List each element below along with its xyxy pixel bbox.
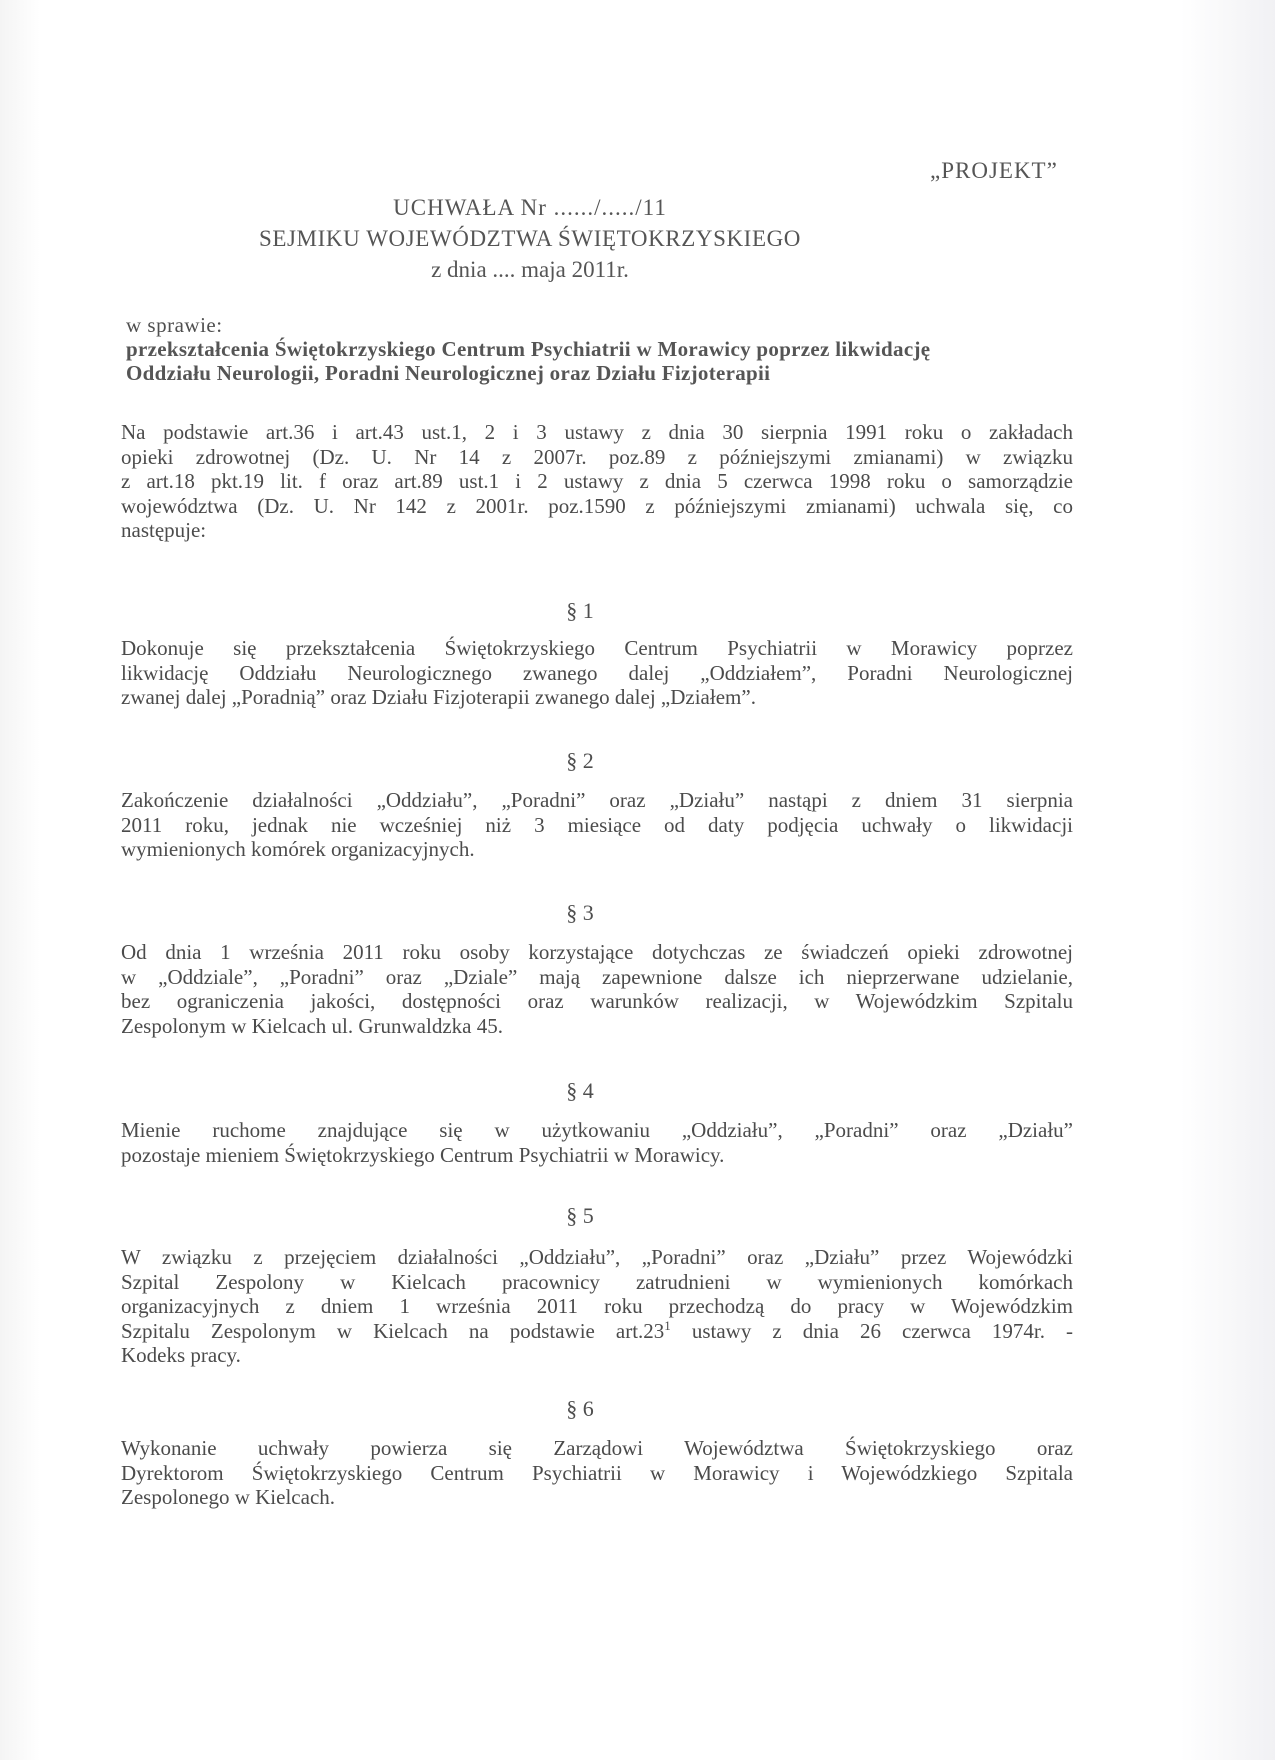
paragraph-line: W związku z przejęciem działalności „Oddziału”, „Poradni” oraz „Działu” przez Wojewódzki <box>121 1245 1073 1269</box>
paragraph-line: Zespolonego w Kielcach. <box>121 1485 336 1509</box>
resolution-date: z dnia .... maja 2011r. <box>431 257 629 282</box>
paragraph-line: następuje: <box>121 518 207 542</box>
paragraph-line: z art.18 pkt.19 lit. f oraz art.89 ust.1 i 2 ustawy z dnia 5 czerwca 1998 roku o samorządzie <box>121 469 1073 493</box>
paragraph-line: bez ograniczenia jakości, dostępności oraz warunków realizacji, w Wojewódzkim Szpitalu <box>121 989 1073 1013</box>
subject-label: w sprawie: <box>126 313 223 337</box>
paragraph-line: województwa (Dz. U. Nr 142 z 2001r. poz.1590 z późniejszymi zmianami) uchwala się, co <box>121 493 1073 518</box>
paragraph-line: Dokonuje się przekształcenia Świętokrzyskiego Centrum Psychiatrii w Morawicy poprzez <box>121 636 1073 660</box>
paragraph-text-segment: ustawy z dnia 26 czerwca 1974r. - <box>670 1318 1073 1343</box>
paragraph-line: Kodeks pracy. <box>121 1343 241 1367</box>
section-3-text <box>121 940 1073 1038</box>
paragraph-line: Szpital Zespolony w Kielcach pracownicy zatrudnieni w wymienionych komórkach <box>121 1269 1073 1294</box>
paragraph-line: opieki zdrowotnej (Dz. U. Nr 14 z 2007r. poz.89 z późniejszymi zmianami) w związku <box>121 444 1073 469</box>
paragraph-line: Zakończenie działalności „Oddziału”, „Poradni” oraz „Działu” nastąpi z dniem 31 sierpnia <box>121 788 1073 812</box>
section-6-text <box>121 1436 1073 1510</box>
paragraph-line: w „Oddziale”, „Poradni” oraz „Dziale” mają zapewnione dalsze ich nieprzerwane udzielanie, <box>121 964 1073 989</box>
paragraph-line: likwidację Oddziału Neurologicznego zwanego dalej „Oddziałem”, Poradni Neurologicznej <box>121 660 1073 685</box>
paragraph-line: wymienionych komórek organizacyjnych. <box>121 837 475 861</box>
section-5-text <box>121 1245 1073 1368</box>
section-1-text <box>121 636 1073 710</box>
resolution-subject <box>126 313 1076 385</box>
resolution-header <box>150 192 910 285</box>
section-symbol-2: § 2 <box>566 748 594 773</box>
section-2-text <box>121 788 1073 862</box>
section-symbol-6: § 6 <box>566 1396 594 1421</box>
paragraph-line: Od dnia 1 września 2011 roku osoby korzystające dotychczas ze świadczeń opieki zdrowotnej <box>121 940 1073 964</box>
section-4-text <box>121 1118 1073 1167</box>
paragraph-line: pozostaje mieniem Świętokrzyskiego Centrum Psychiatrii w Morawicy. <box>121 1142 725 1167</box>
issuing-body: SEJMIKU WOJEWÓDZTWA ŚWIĘTOKRZYSKIEGO <box>258 226 802 251</box>
section-symbol-5: § 5 <box>566 1203 594 1228</box>
paragraph-line <box>121 1319 1073 1344</box>
paragraph-line: organizacyjnych z dniem 1 września 2011 roku przechodzą do pracy w Wojewódzkim <box>121 1294 1073 1318</box>
project-status-label: „PROJEKT” <box>930 158 1058 183</box>
paragraph-line: zwanej dalej „Poradnią” oraz Działu Fizjoterapii zwanego dalej „Działem”. <box>121 685 756 709</box>
section-symbol-1: § 1 <box>566 598 594 623</box>
paragraph-line: Zespolonym w Kielcach ul. Grunwaldzka 45. <box>121 1013 503 1038</box>
legal-basis-paragraph <box>121 420 1073 543</box>
paragraph-line: 2011 roku, jednak nie wcześniej niż 3 miesiące od daty podjęcia uchwały o likwidacji <box>121 812 1073 837</box>
subject-title <box>126 337 1076 385</box>
paragraph-line: Mienie ruchome znajdujące się w użytkowaniu „Oddziału”, „Poradni” oraz „Działu” <box>121 1118 1073 1142</box>
section-symbol-4: § 4 <box>566 1078 594 1103</box>
subject-title-line: przekształcenia Świętokrzyskiego Centrum Psychiatrii w Morawicy poprzez likwidację <box>126 337 931 361</box>
section-symbol-3: § 3 <box>566 900 594 925</box>
paragraph-line: Wykonanie uchwały powierza się Zarządowi Województwa Świętokrzyskiego oraz <box>121 1436 1073 1460</box>
subject-title-line: Oddziału Neurologii, Poradni Neurologicznej oraz Działu Fizjoterapii <box>126 361 771 385</box>
footnote-superscript: 1 <box>664 1317 671 1333</box>
paragraph-text-segment: Szpitalu Zespolonym w Kielcach na podstawie art.23 <box>121 1318 665 1343</box>
paragraph-line: Na podstawie art.36 i art.43 ust.1, 2 i 3 ustawy z dnia 30 sierpnia 1991 roku o zakładach <box>121 420 1073 444</box>
paragraph-line: Dyrektorom Świętokrzyskiego Centrum Psychiatrii w Morawicy i Wojewódzkiego Szpitala <box>121 1460 1073 1485</box>
resolution-number: UCHWAŁA Nr ....../...../11 <box>393 195 667 220</box>
